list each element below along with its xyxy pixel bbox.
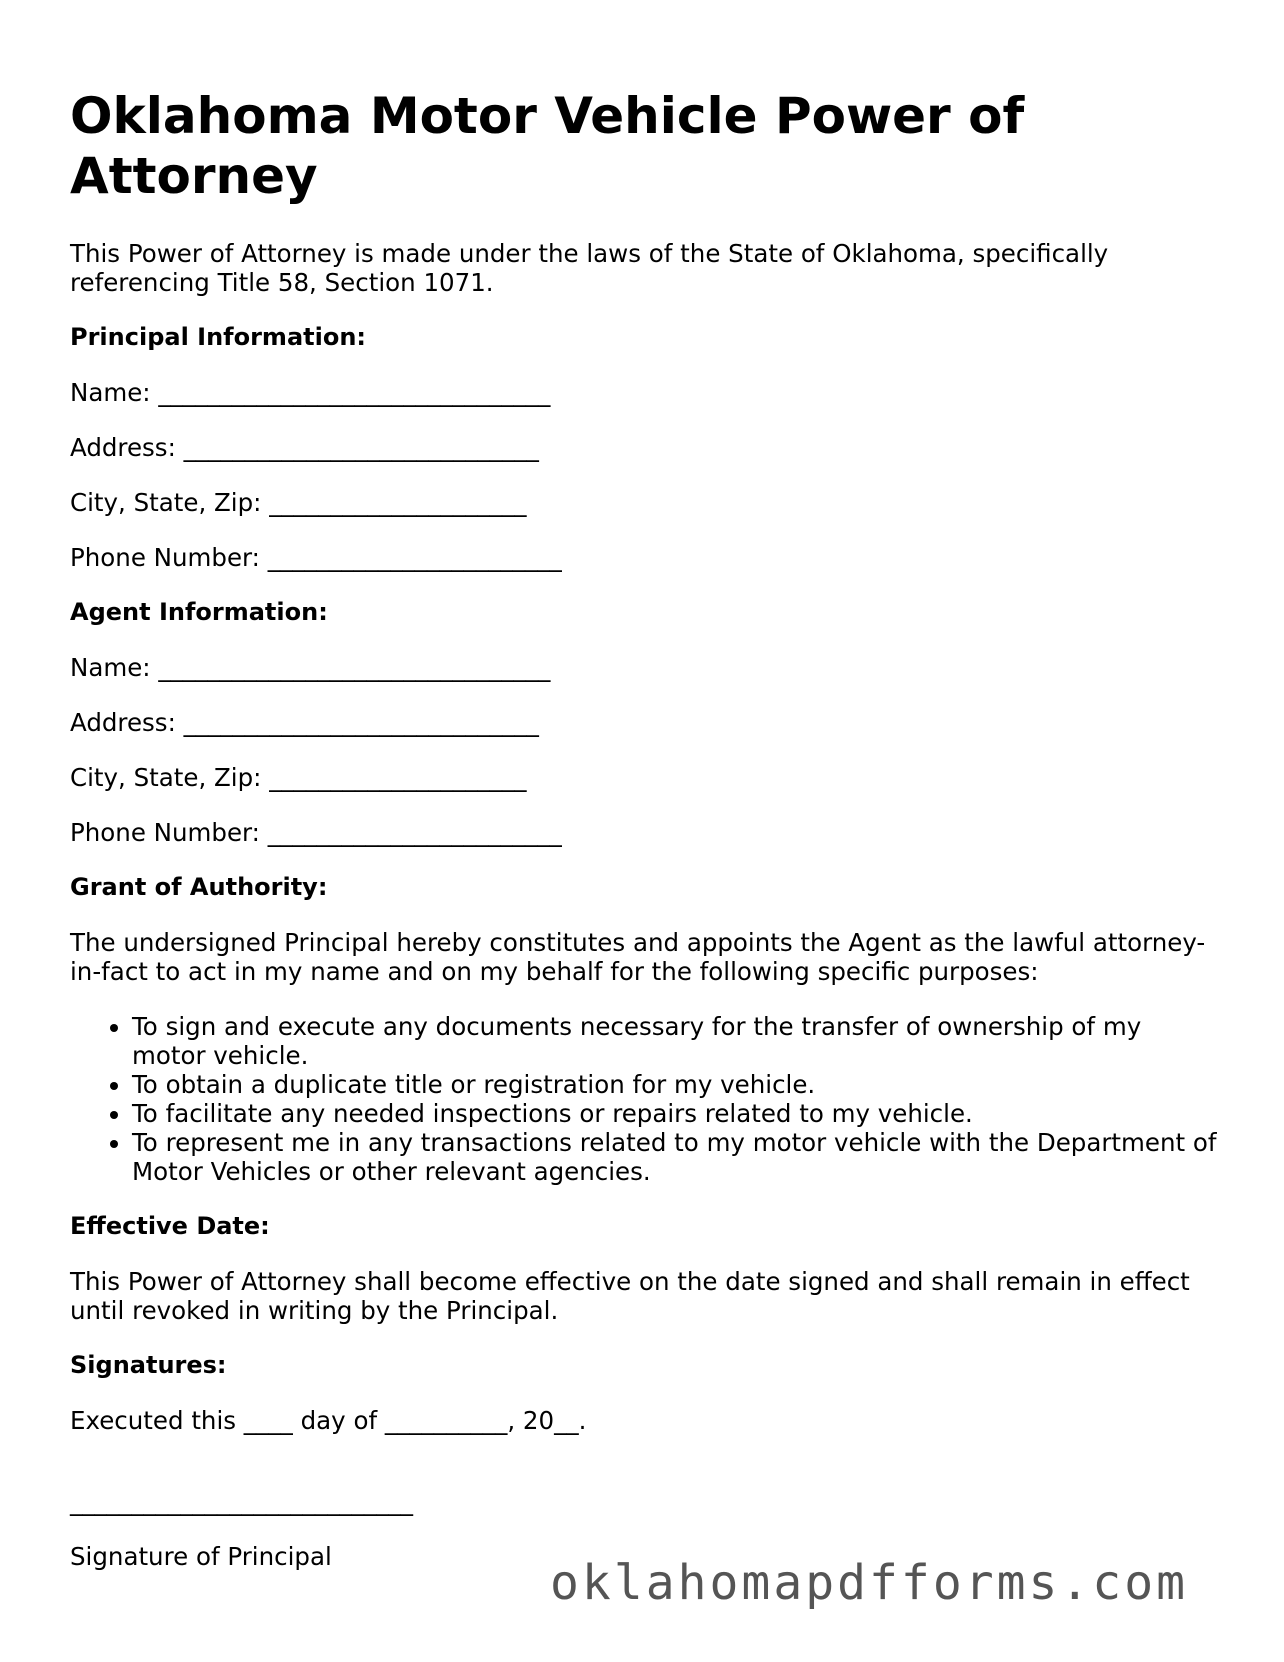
agent-city-field: City, State, Zip: _____________________ (70, 763, 527, 792)
grant-heading: Grant of Authority: (70, 873, 328, 901)
grant-list (70, 1012, 1220, 1186)
signature-label: Signature of Principal (70, 1542, 332, 1571)
site-watermark: oklahomapdfforms.com (550, 1555, 1188, 1611)
principal-phone-field: Phone Number: ________________________ (70, 543, 562, 572)
list-item: • To obtain a duplicate title or registration for my vehicle. (132, 1070, 1220, 1099)
signature-line: ____________________________ (70, 1487, 413, 1516)
list-item: • To represent me in any transactions related to my motor vehicle with the Department of Motor Vehicles or other relevant agencies. (132, 1128, 1220, 1186)
agent-address-field: Address: _____________________________ (70, 708, 539, 737)
list-item: • To sign and execute any documents necessary for the transfer of ownership of my motor vehicle. (132, 1012, 1220, 1070)
effective-heading: Effective Date: (70, 1212, 270, 1240)
grant-paragraph: The undersigned Principal hereby constitutes and appoints the Agent as the lawful attorney-in-fact to act in my name and on my behalf for the following specific purposes: (70, 928, 1206, 986)
document-page (70, 86, 1220, 1597)
agent-name-field: Name: ________________________________ (70, 653, 551, 682)
principal-address-field: Address: _____________________________ (70, 433, 539, 462)
agent-phone-field: Phone Number: ________________________ (70, 818, 562, 847)
signatures-heading: Signatures: (70, 1351, 227, 1379)
principal-heading: Principal Information: (70, 323, 367, 351)
effective-paragraph: This Power of Attorney shall become effective on the date signed and shall remain in effect until revoked in writing by the Principal. (70, 1267, 1190, 1325)
principal-name-field: Name: ________________________________ (70, 378, 551, 407)
agent-heading: Agent Information: (70, 598, 328, 626)
intro-paragraph: This Power of Attorney is made under the laws of the State of Oklahoma, specifically referencing Title 58, Section 1071. (70, 239, 1109, 297)
list-item: • To facilitate any needed inspections or repairs related to my vehicle. (132, 1099, 1220, 1128)
principal-city-field: City, State, Zip: _____________________ (70, 488, 527, 517)
page-title: Oklahoma Motor Vehicle Power of Attorney (70, 87, 1025, 205)
executed-date-line: Executed this ____ day of __________, 20__. (70, 1406, 587, 1435)
